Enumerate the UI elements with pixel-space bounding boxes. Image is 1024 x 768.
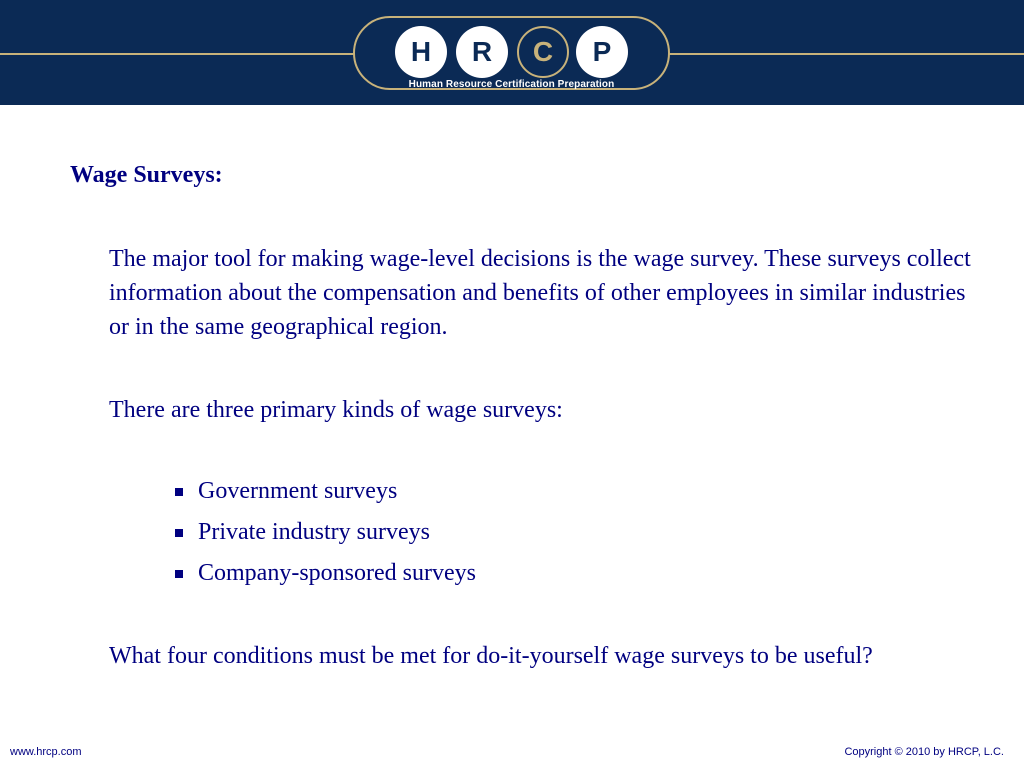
list-item-label: Government surveys <box>198 478 398 504</box>
slide-title: Wage Surveys: <box>70 162 223 188</box>
footer-website: www.hrcp.com <box>10 746 82 758</box>
logo-tagline: Human Resource Certification Preparation <box>408 79 615 90</box>
bullet-square-icon <box>175 488 183 496</box>
logo-letter-p: P <box>576 26 628 78</box>
survey-kinds-list <box>174 474 476 597</box>
paragraph-wage-survey-intro: The major tool for making wage-level decisions is the wage survey. These surveys collect information about the compensation and benefits of other employees in similar industries or in the same geographical region. <box>109 246 971 340</box>
bullet-square-icon <box>175 529 183 537</box>
list-item <box>174 515 476 556</box>
footer-copyright: Copyright © 2010 by HRCP, L.C. <box>844 746 1004 758</box>
hrcp-logo <box>353 16 670 90</box>
list-item <box>174 556 476 597</box>
list-item-label: Company-sponsored surveys <box>198 560 476 586</box>
list-item-label: Private industry surveys <box>198 519 430 545</box>
bullet-square-icon <box>175 570 183 578</box>
list-item <box>174 474 476 515</box>
logo-letter-r: R <box>456 26 508 78</box>
header-banner <box>0 0 1024 105</box>
logo-letter-c: C <box>517 26 569 78</box>
paragraph-question: What four conditions must be met for do-it-yourself wage surveys to be useful? <box>109 643 873 669</box>
paragraph-survey-kinds: There are three primary kinds of wage surveys: <box>109 397 563 423</box>
logo-letter-h: H <box>395 26 447 78</box>
